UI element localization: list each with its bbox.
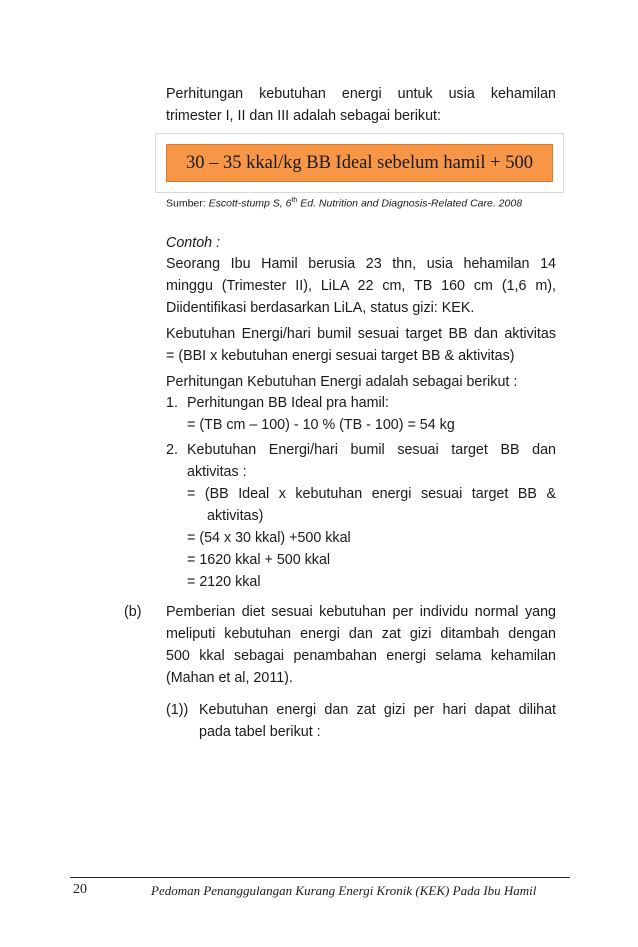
formula-box [155,133,564,193]
source-sup: th [291,197,298,204]
example-heading: Contoh : [166,235,221,251]
example-line-1: Seorang Ibu Hamil berusia 23 thn, usia hehamilan 14 [166,256,556,272]
step2-calc-1a: = (BB Ideal x kebutuhan energi sesuai target BB & [187,486,556,502]
energy-need-line-1: Kebutuhan Energi/hari bumil sesuai target BB dan aktivitas [166,326,556,342]
calc-intro: Perhitungan Kebutuhan Energi adalah sebagai berikut : [166,374,518,390]
example-line-2: minggu (Trimester II), LiLA 22 cm, TB 160 cm (1,6 m), [166,278,556,294]
example-line-3: Diidentifikasi berdasarkan LiLA, status gizi: KEK. [166,300,475,316]
point-b-line-2: meliputi kebutuhan energi dan zat gizi ditambah dengan [166,626,556,642]
source-text-a: Escott-stump S, 6 [208,197,292,210]
footer-title: Pedoman Penanggulangan Kurang Energi Kronik (KEK) Pada Ibu Hamil [151,883,537,898]
intro-line-2: trimester I, II dan III adalah sebagai berikut: [166,108,441,124]
point-b-line-4: (Mahan et al, 2011). [166,670,293,686]
step2-calc-2: = (54 x 30 kkal) +500 kkal [187,530,351,546]
step2-calc-3: = 1620 kkal + 500 kkal [187,552,331,568]
step1-title: Perhitungan BB Ideal pra hamil: [187,395,389,411]
source-label: Sumber: [166,197,209,210]
footer-rule [70,877,570,878]
energy-need-line-2: = (BBI x kebutuhan energi sesuai target BB & aktivitas) [166,348,515,364]
formula-text: 30 – 35 kkal/kg BB Ideal sebelum hamil + 500 [166,144,553,182]
sub-point-line-2: pada tabel berikut : [199,724,321,740]
source-text-b: Ed. Nutrition and Diagnosis-Related Care. 2008 [297,197,523,210]
point-b-line-1: Pemberian diet sesuai kebutuhan per individu normal yang [166,604,556,620]
step2-calc-4: = 2120 kkal [187,574,261,590]
source-citation [166,194,522,211]
point-b-marker: (b) [124,604,142,620]
step2-title-a: Kebutuhan Energi/hari bumil sesuai target BB dan [187,442,556,458]
step2-title-b: aktivitas : [187,464,247,480]
point-b-line-3: 500 kkal sebagai penambahan energi selama kehamilan [166,648,556,664]
page-number: 20 [73,882,87,897]
sub-point-line-1: Kebutuhan energi dan zat gizi per hari dapat dilihat [199,702,556,718]
sub-point-marker: (1)) [166,702,189,718]
step2-number: 2. [166,442,178,458]
intro-line-1: Perhitungan kebutuhan energi untuk usia kehamilan [166,86,556,102]
step1-number: 1. [166,395,178,411]
step1-calc: = (TB cm – 100) - 10 % (TB - 100) = 54 kg [187,417,455,433]
step2-calc-1b: aktivitas) [207,508,264,524]
